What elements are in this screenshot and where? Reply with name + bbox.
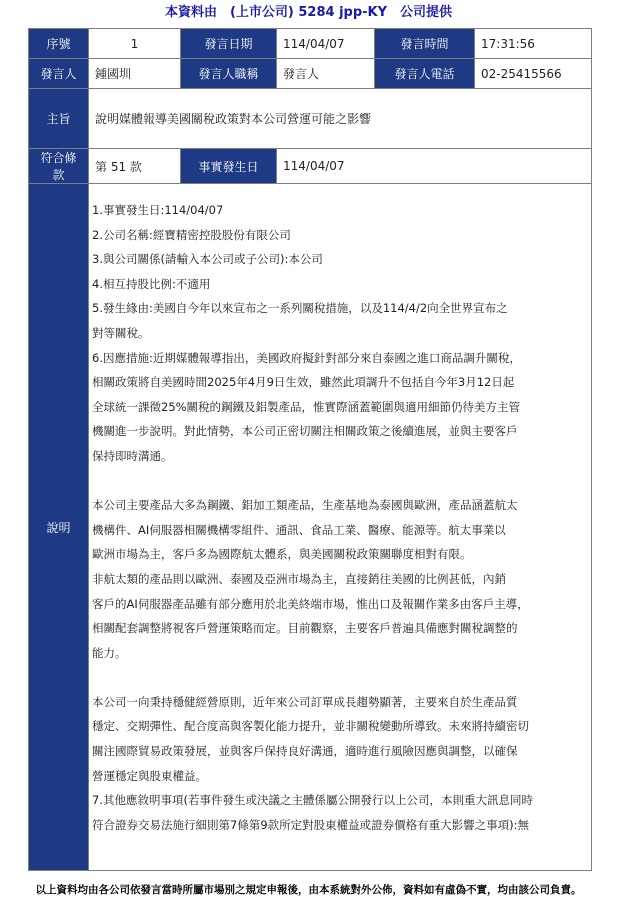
description-blank-line [92,469,588,494]
row-subject [29,89,592,149]
description-line: 全球統一課徵25%關稅的鋼鐵及鋁製產品，惟實際涵蓋範圍與適用細節仍待美方主管 [92,399,521,414]
description-line: 客戶的AI伺服器產品雖有部分應用於北美終端市場，惟出口及報關作業多由客戶主導， [92,596,529,611]
footer-disclaimer: 以上資料均由各公司依發言當時所屬市場別之規定申報後，由本系統對外公佈，資料如有虛偽不實，均由該公司負責。 [35,884,582,896]
subject-label: 主旨 [29,89,89,149]
description-line: 本公司主要產品大多為鋼鐵、鋁加工類產品，生產基地為泰國與歐洲，產品涵蓋航太 [92,498,518,513]
speaker-value: 鍾國圳 [89,59,181,89]
subject-value: 說明媒體報導美國關稅政策對本公司營運可能之影響 [89,89,592,149]
speaker-title-label: 發言人職稱 [181,59,277,89]
row-description [29,184,592,871]
announcement-table [28,28,592,871]
row-clause [29,149,592,184]
description-line: 7.其他應敘明事項(若事件發生或決議之主體係屬公開發行以上公司，本則重大訊息同時 [92,793,533,808]
description-line: 符合證券交易法施行細則第7條第9款所定對股東權益或證券價格有重大影響之事項):無 [92,817,529,832]
description-line: 機構件、AI伺服器相關機構零組件、通訊、食品工業、醫療、能源等。航太事業以 [92,522,506,537]
description-line: 相關政策將自美國時間2025年4月9日生效，雖然此項調升不包括自今年3月12日起 [92,375,515,390]
row-speaker [29,59,592,89]
description-line: 機關進一步說明。對此情勢，本公司正密切關注相關政策之後續進展，並與主要客戶 [92,424,518,439]
description-line: 4.相互持股比例:不適用 [92,276,211,291]
phone-label: 發言人電話 [375,59,475,89]
description-line: 能力。 [92,645,127,660]
row-seq [29,29,592,59]
description-line: 對等關稅。 [92,325,150,340]
clause-label: 符合條款 [29,149,89,184]
description-line: 本公司一向秉持穩健經營原則，近年來公司訂單成長趨勢顯著，主要來自於生產品質 [92,694,518,709]
description-cell [89,184,592,871]
description-line: 歐洲市場為主，客戶多為國際航太體系，與美國關稅政策關聯度相對有限。 [92,547,472,562]
seq-label: 序號 [29,29,89,59]
date-value: 114/04/07 [277,29,375,59]
seq-value: 1 [89,29,181,59]
time-label: 發言時間 [375,29,475,59]
event-date-value: 114/04/07 [277,149,592,184]
time-value: 17:31:56 [475,29,592,59]
date-label: 發言日期 [181,29,277,59]
description-line: 1.事實發生日:114/04/07 [92,203,224,217]
event-date-label: 事實發生日 [181,149,277,184]
description-line: 非航太類的產品則以歐洲、泰國及亞洲市場為主，直接銷往美國的比例甚低，內銷 [92,571,506,586]
description-line: 6.因應措施:近期媒體報導指出，美國政府擬針對部分來自泰國之進口商品調升關稅， [92,350,521,365]
description-line: 保持即時溝通。 [92,448,173,463]
description-line: 3.與公司關係(請輸入本公司或子公司):本公司 [92,252,323,267]
description-text [89,184,591,837]
speaker-title-value: 發言人 [277,59,375,89]
page-header: 本資料由 (上市公司) 5284 jpp-KY 公司提供 [164,5,453,20]
description-line: 5.發生緣由:美國自今年以來宣布之一系列關稅措施，以及114/4/2向全世界宣布之 [92,301,508,316]
speaker-label: 發言人 [29,59,89,89]
description-line: 營運穩定與股東權益。 [92,768,207,783]
description-line: 關注國際貿易政策發展，並與客戶保持良好溝通，適時進行風險因應與調整，以確保 [92,744,518,759]
phone-value: 02-25415566 [475,59,592,89]
description-line: 穩定、交期彈性、配合度高與客製化能力提升，並非關稅變動所導致。未來將持續密切 [92,719,529,734]
clause-value: 第 51 款 [89,149,181,184]
description-line: 相關配套調整將視客戶營運策略而定。目前觀察，主要客戶普遍具備應對關稅調整的 [92,621,518,636]
description-label: 說明 [29,184,89,871]
description-line: 2.公司名稱:經寶精密控股股份有限公司 [92,227,291,242]
description-blank-line [92,665,588,690]
